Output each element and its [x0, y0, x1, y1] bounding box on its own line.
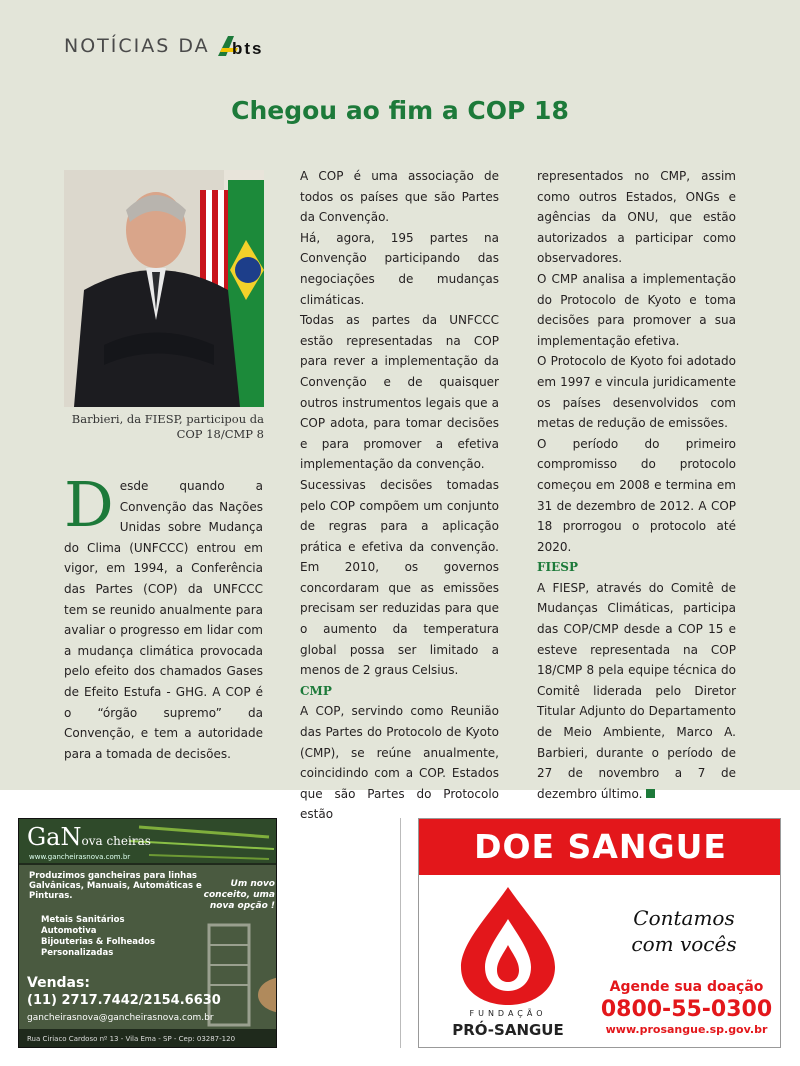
section-label: NOTÍCIAS DA — [64, 35, 210, 57]
end-mark-icon — [646, 789, 655, 798]
ad-phone[interactable]: 0800-55-0300 — [600, 997, 773, 1022]
paragraph: A COP, servindo como Reunião das Partes do Protocolo de Kyoto (CMP), se reúne anualmente, coincidindo com a COP. Estados que são Partes do Protocolo estão — [300, 704, 499, 822]
abts-logo — [218, 34, 266, 58]
ad-sales-label: Vendas: — [27, 975, 90, 991]
paragraph: Todas as partes da UNFCCC estão representadas na COP para rever a implementação da Convenção e de quaisquer outros instrumentos legais que a COP adota, para tomar decisões e para promover a efetiva implementação da convenção. — [300, 313, 499, 472]
ad-website[interactable]: www.prosangue.sp.gov.br — [605, 1023, 768, 1036]
ad-address: Rua Ciriaco Cardoso nº 13 - Vila Ema - SP - Cep: 03287-120 — [27, 1035, 236, 1043]
paragraph: O Protocolo de Kyoto foi adotado em 1997 e vincula juridicamente os países desenvolvidos com metas de redução de emissões. — [537, 354, 736, 431]
blood-drop-icon — [449, 885, 567, 1007]
paragraph: representados no CMP, assim como outros Estados, ONGs e agências da ONU, que estão autorizados a participar como observadores. — [537, 169, 736, 266]
list-item: Automotiva — [41, 926, 97, 936]
ad-slogan: Um novo conceito, uma nova opção ! — [203, 879, 275, 911]
article-column-3 — [537, 166, 736, 804]
list-item: Personalizadas — [41, 948, 114, 958]
article-title: Chegou ao fim a COP 18 — [231, 96, 569, 125]
subhead-cmp: CMP — [300, 683, 332, 698]
gancheiras-ad[interactable] — [18, 818, 277, 1048]
paragraph: O período do primeiro compromisso do protocolo começou em 2008 e termina em 31 de dezembro de 2012. A COP 18 prorrogou o protocolo até 2020. — [537, 436, 736, 554]
ad-phone[interactable]: (11) 2717.7442/2154.6630 — [27, 993, 221, 1008]
section-header — [64, 34, 266, 58]
ad-foundation-name: PRÓ-SANGUE — [452, 1021, 564, 1039]
photo-caption: Barbieri, da FIESP, participou da COP 18/CMP 8 — [71, 412, 264, 441]
doe-sangue-ad[interactable] — [418, 818, 781, 1048]
ad-divider — [400, 818, 401, 1048]
ad-foundation-label: FUNDAÇÃO — [469, 1009, 547, 1018]
gancheiras-logo: GaNova cheiras — [27, 823, 151, 851]
paragraph: Sucessivas decisões tomadas pelo COP compõem um conjunto de regras para a aplicação prática e efetiva da convenção. Em 2010, os governos concordaram que as emissões precisam ser reduzidas para que o aumento da temperatura global possa ser limitado a menos de 2 graus Celsius. — [300, 477, 499, 678]
svg-text:bts: bts — [231, 39, 264, 58]
paragraph: O CMP analisa a implementação do Protocolo de Kyoto e toma decisões para promover a sua implementação efetiva. — [537, 271, 736, 348]
subhead-fiesp: FIESP — [537, 560, 578, 575]
ad-product-list — [41, 915, 155, 959]
ad-schedule-label: Agende sua doação — [609, 979, 764, 995]
paragraph: Há, agora, 195 partes na Convenção participando das negociações de mudanças climáticas. — [300, 230, 499, 307]
paragraph — [537, 578, 736, 805]
ad-products: Produzimos gancheiras para linhas Galvânicas, Manuais, Automáticas e Pinturas. — [29, 871, 202, 901]
ad-email[interactable]: gancheirasnova@gancheirasnova.com.br — [27, 1013, 214, 1023]
list-item: Metais Sanitários — [41, 915, 125, 925]
ad-url[interactable]: www.gancheirasnova.com.br — [29, 853, 131, 861]
closing-paragraph: A FIESP, através do Comitê de Mudanças Climáticas, participa das COP/CMP desde a COP 15 e esteve representada na COP 18/CMP 8 pela equipe técnica do Comitê liderada pelo Diretor Titular Adjunto do Departamento de Meio Ambiente, Marco A. Barbieri, durante o período de 27 de novembro a 7 de dezembro último. — [537, 580, 736, 801]
ad-title: DOE SANGUE — [474, 827, 727, 866]
intro-paragraph: esde quando a Convenção das Nações Unidas sobre Mudança do Clima (UNFCCC) entrou em vigor, em 1994, a Conferência das Partes (COP) da UNFCCC tem se reunido anualmente para avaliar o progresso em lidar com a mudança climática provocada pelo efeito dos chamados Gases de Efeito Estufa - GHG. A COP é o “órgão supremo” da Convenção, e tem a autoridade para a tomada de decisões. — [64, 479, 263, 761]
list-item: Bijouterias & Folheados — [41, 937, 156, 947]
ad-handwritten-message: Contamos com vocês — [631, 906, 737, 956]
dropcap: D — [64, 468, 114, 541]
paragraph: A COP é uma associação de todos os países que são Partes da Convenção. — [300, 169, 499, 225]
article-photo — [64, 170, 264, 407]
article-column-2 — [300, 166, 499, 825]
article-column-1 — [64, 468, 263, 764]
